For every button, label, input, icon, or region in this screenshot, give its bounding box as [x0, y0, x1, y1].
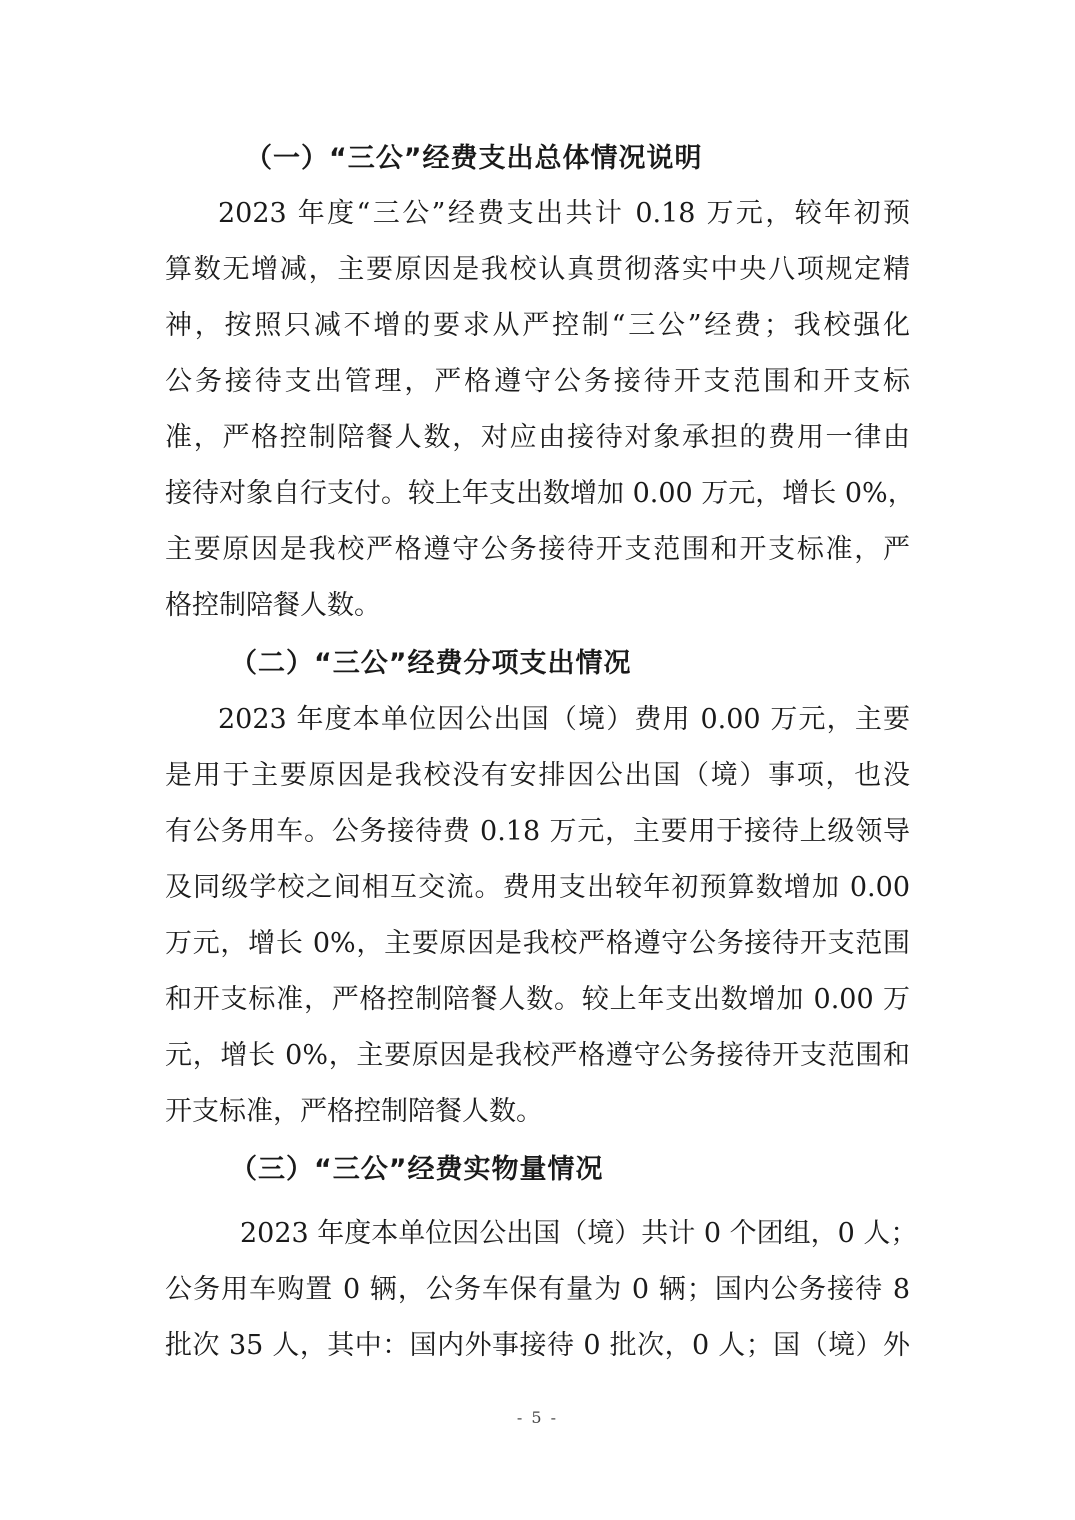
- section-heading: （二）“三公”经费分项支出情况: [230, 648, 632, 679]
- paragraph-line: 公务接待支出管理，严格遵守公务接待开支范围和开支标: [165, 366, 910, 397]
- paragraph-line: 批次 35 人，其中：国内外事接待 0 批次，0 人；国（境）外: [165, 1330, 910, 1361]
- paragraph-line: 2023 年度本单位因公出国（境）共计 0 个团组，0 人；: [240, 1218, 918, 1249]
- paragraph-line: 格控制陪餐人数。: [165, 590, 381, 621]
- paragraph-line: 2023 年度本单位因公出国（境）费用 0.00 万元，主要: [218, 704, 910, 735]
- page-number: - 5 -: [516, 1408, 559, 1427]
- paragraph-line: 是用于主要原因是我校没有安排因公出国（境）事项，也没: [165, 760, 910, 791]
- paragraph-line: 公务用车购置 0 辆，公务车保有量为 0 辆；国内公务接待 8: [165, 1274, 910, 1305]
- paragraph-line: 准，严格控制陪餐人数，对应由接待对象承担的费用一律由: [165, 422, 910, 453]
- paragraph-line: 主要原因是我校严格遵守公务接待开支范围和开支标准，严: [165, 534, 910, 565]
- section-heading: （三）“三公”经费实物量情况: [230, 1154, 604, 1185]
- paragraph-line: 及同级学校之间相互交流。费用支出较年初预算数增加 0.00: [165, 872, 910, 903]
- paragraph-line: 万元，增长 0%，主要原因是我校严格遵守公务接待开支范围: [165, 928, 910, 959]
- section-heading: （一）“三公”经费支出总体情况说明: [245, 143, 703, 174]
- paragraph-line: 神，按照只减不增的要求从严控制“三公”经费；我校强化: [165, 310, 910, 341]
- paragraph-line: 元，增长 0%，主要原因是我校严格遵守公务接待开支范围和: [165, 1040, 910, 1071]
- paragraph-line: 和开支标准，严格控制陪餐人数。较上年支出数增加 0.00 万: [165, 984, 910, 1015]
- paragraph-line: 接待对象自行支付。较上年支出数增加 0.00 万元，增长 0%，: [165, 478, 915, 509]
- paragraph-line: 算数无增减，主要原因是我校认真贯彻落实中央八项规定精: [165, 254, 910, 285]
- paragraph-line: 2023 年度“三公”经费支出共计 0.18 万元，较年初预: [218, 198, 910, 229]
- paragraph-line: 开支标准，严格控制陪餐人数。: [165, 1096, 543, 1127]
- paragraph-line: 有公务用车。公务接待费 0.18 万元，主要用于接待上级领导: [165, 816, 910, 847]
